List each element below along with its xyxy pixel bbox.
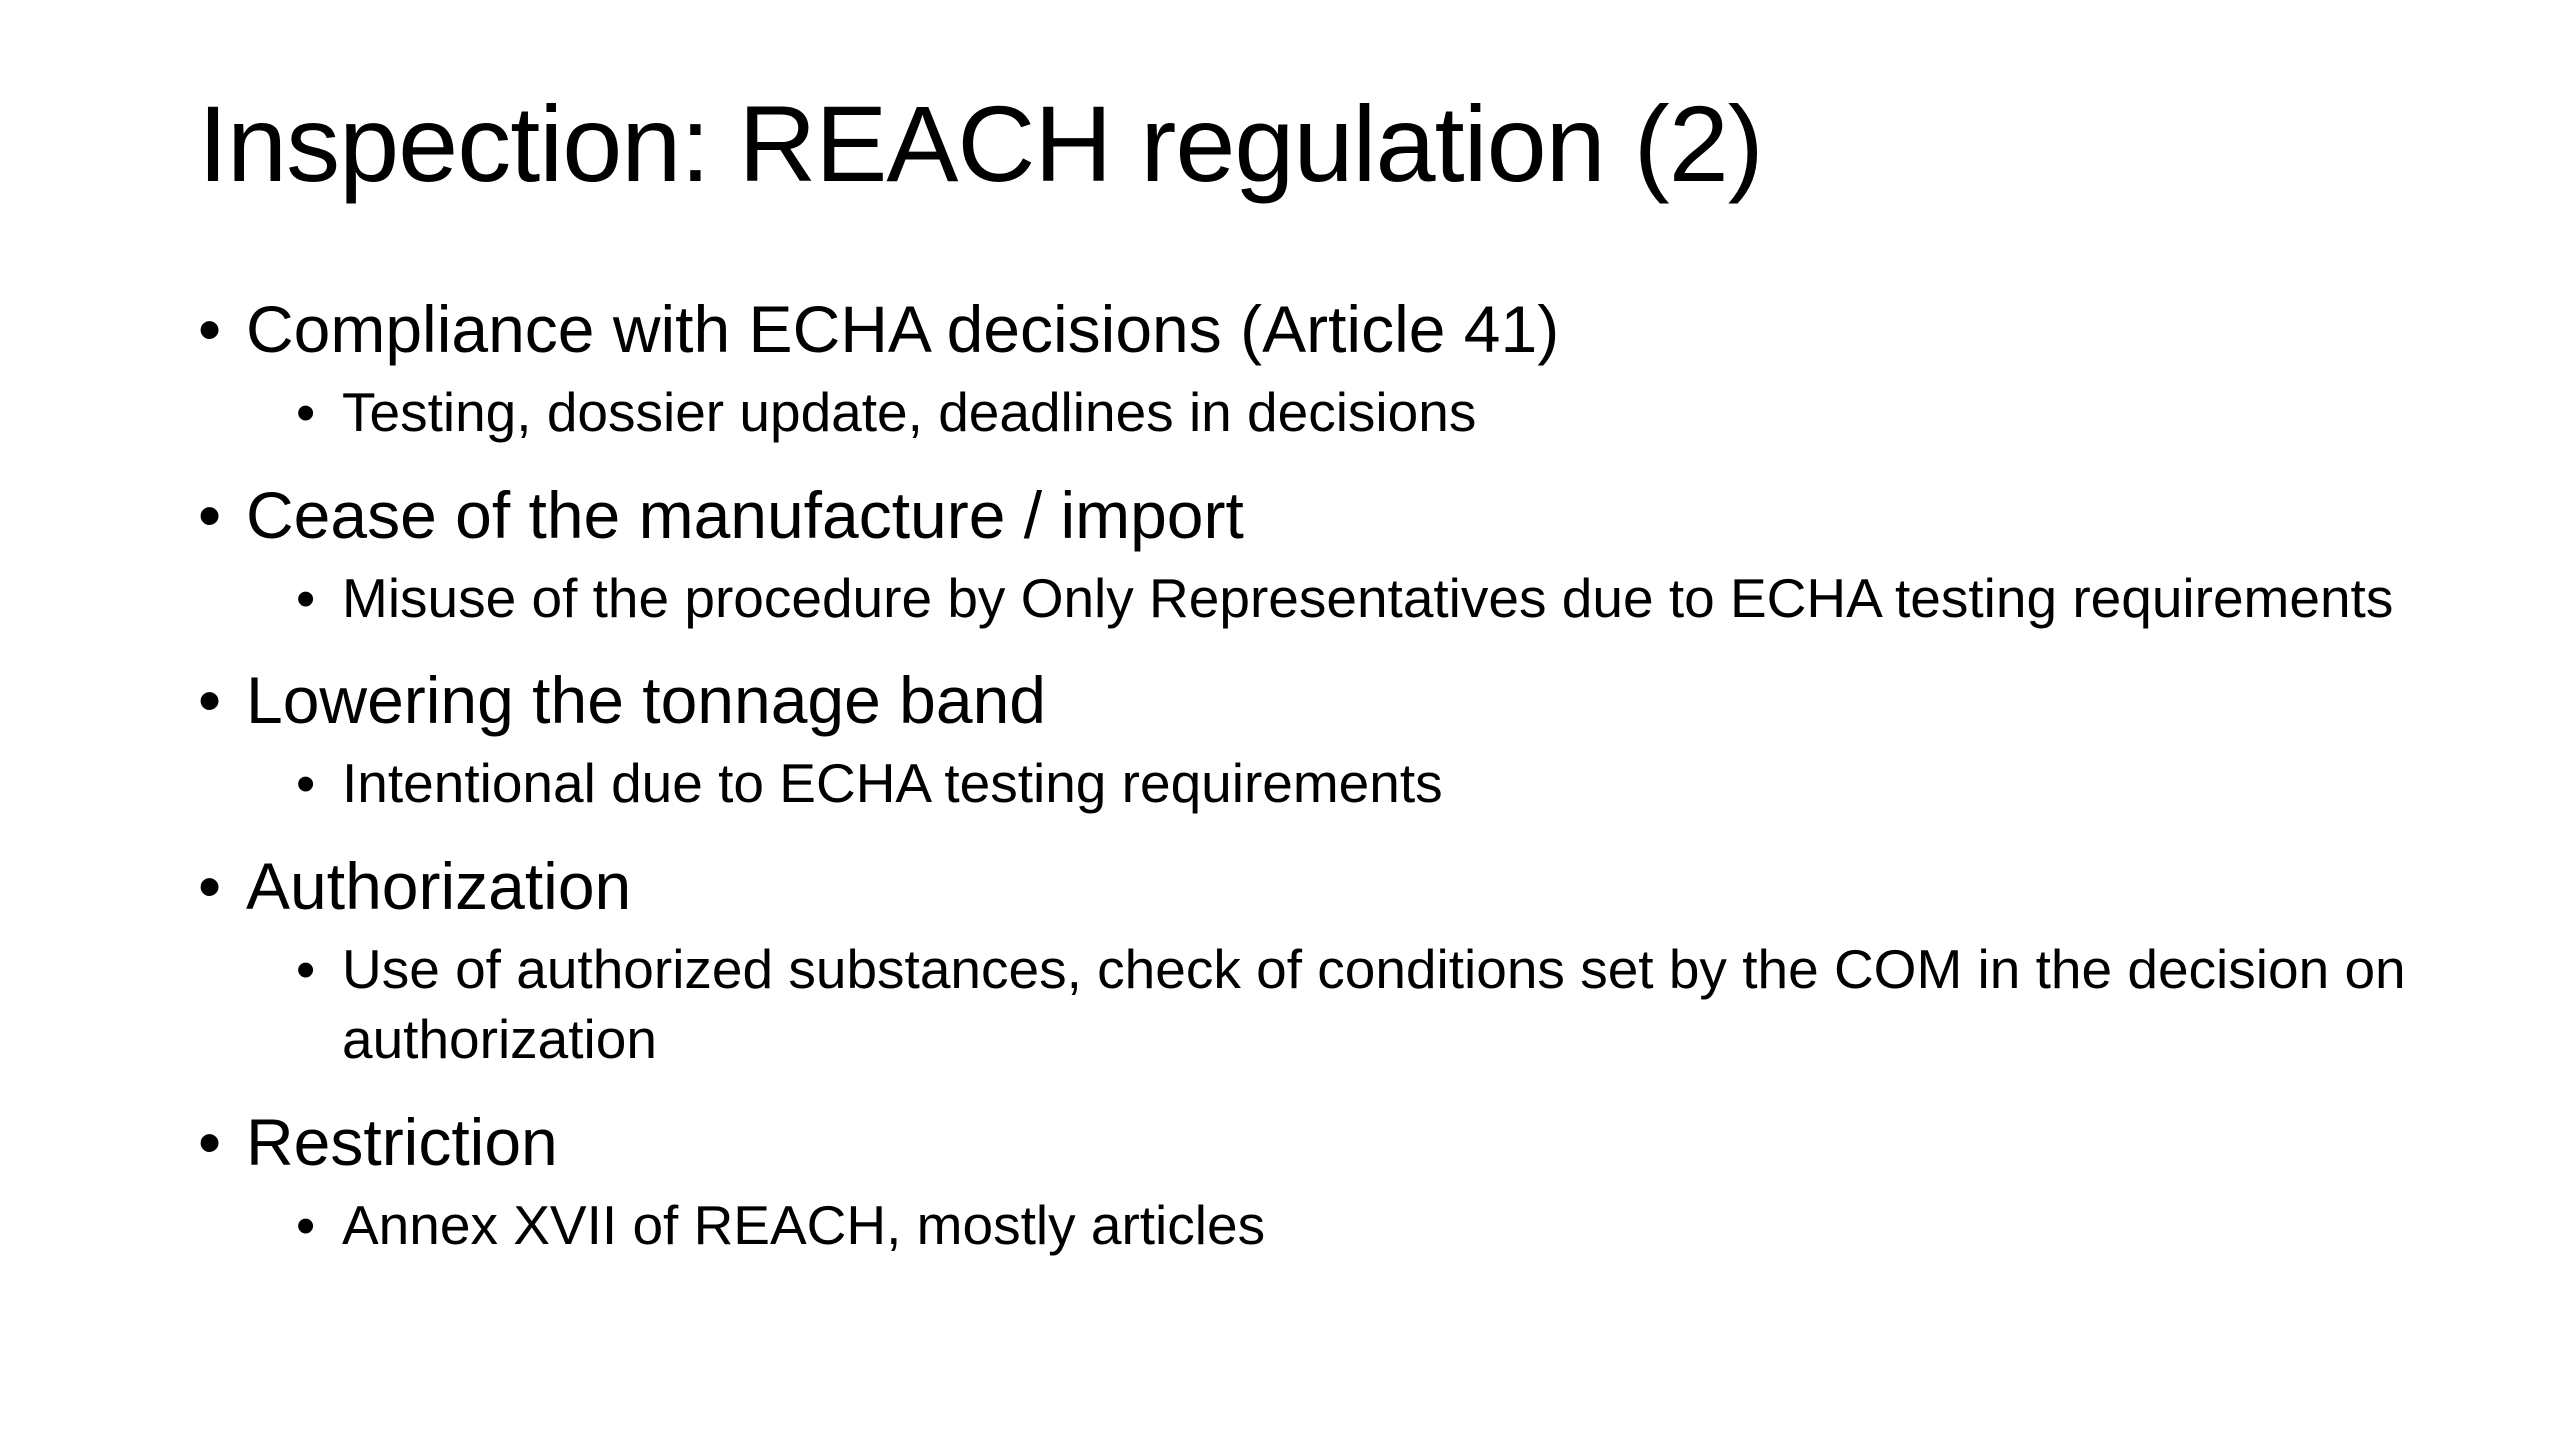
bullet-item — [198, 661, 2438, 819]
bullet-text: Authorization — [246, 848, 632, 923]
bullet-item — [198, 847, 2438, 1075]
sub-bullet-text: Misuse of the procedure by Only Representatives due to ECHA testing requirements — [342, 566, 2394, 629]
sub-bullet-item — [246, 377, 2438, 447]
bullet-dot-icon: • — [198, 1104, 222, 1179]
bullet-dot-icon: • — [198, 663, 222, 738]
bullet-text: Lowering the tonnage band — [246, 663, 1046, 738]
sub-bullet-dot-icon: • — [296, 566, 316, 629]
sub-bullet-text: Testing, dossier update, deadlines in decisions — [342, 381, 1477, 444]
sub-bullet-dot-icon: • — [296, 381, 316, 444]
bullet-dot-icon: • — [198, 477, 222, 552]
sub-bullet-item — [246, 1190, 2438, 1260]
sub-bullet-item — [246, 748, 2438, 818]
sub-bullet-list — [246, 934, 2438, 1075]
sub-bullet-list — [246, 1190, 2438, 1260]
sub-bullet-list — [246, 563, 2438, 633]
sub-bullet-item — [246, 934, 2438, 1075]
sub-bullet-list — [246, 377, 2438, 447]
sub-bullet-item — [246, 563, 2438, 633]
bullet-text: Restriction — [246, 1104, 558, 1179]
bullet-item — [198, 1103, 2438, 1261]
slide-title: Inspection: REACH regulation (2) — [198, 83, 1763, 204]
sub-bullet-list — [246, 748, 2438, 818]
sub-bullet-dot-icon: • — [296, 1193, 316, 1256]
sub-bullet-dot-icon: • — [296, 752, 316, 815]
bullet-list — [198, 290, 2438, 1260]
sub-bullet-text: Intentional due to ECHA testing requirements — [342, 752, 1443, 815]
bullet-text: Cease of the manufacture / import — [246, 477, 1244, 552]
bullet-item — [198, 290, 2438, 448]
sub-bullet-text: Use of authorized substances, check of conditions set by the COM in the decision on authorization — [342, 937, 2406, 1071]
sub-bullet-dot-icon: • — [296, 937, 316, 1000]
sub-bullet-text: Annex XVII of REACH, mostly articles — [342, 1193, 1266, 1256]
bullet-dot-icon: • — [198, 292, 222, 366]
bullet-item — [198, 476, 2438, 634]
bullet-text: Compliance with ECHA decisions (Article 41) — [246, 292, 1560, 366]
bullet-dot-icon: • — [198, 848, 222, 923]
